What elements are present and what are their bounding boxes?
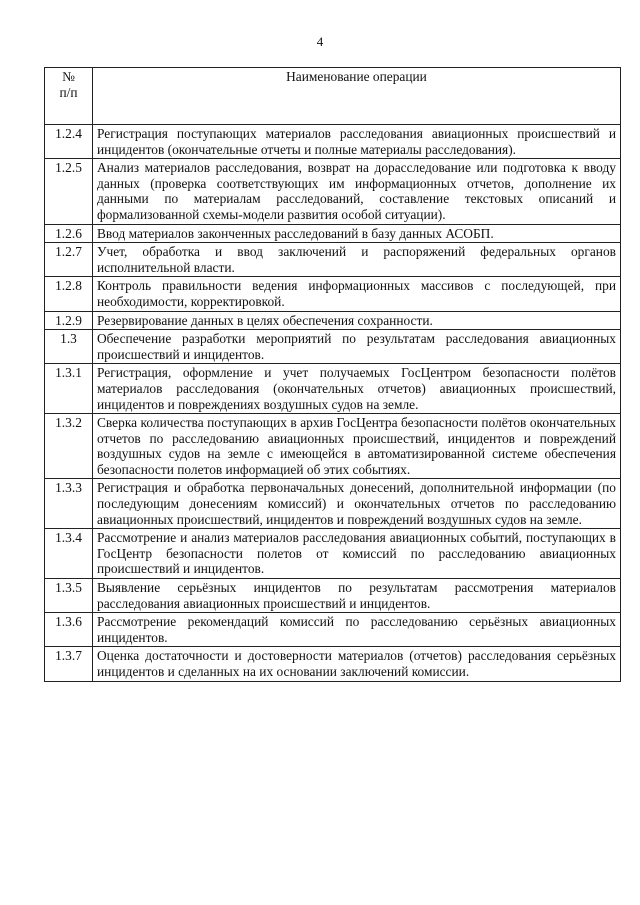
table-row <box>45 529 621 579</box>
table-row <box>45 224 621 243</box>
header-number-symbol: № <box>62 69 75 84</box>
row-number: 1.3.1 <box>45 364 93 414</box>
table-row <box>45 414 621 479</box>
row-operation: Регистрация и обработка первоначальных донесений, дополнительной информации (по последующим донесениям комиссий) и окончательных отчетов по расследованию авиационных происшествий, инцидентов и повреждений воздушных судов на земле. <box>93 479 621 529</box>
row-number: 1.2.5 <box>45 159 93 224</box>
row-number: 1.3.6 <box>45 613 93 647</box>
row-operation: Сверка количества поступающих в архив ГосЦентра безопасности полётов окончательных отчетов по расследованию авиационных происшествий, инцидентов и повреждений воздушных судов на земле с имеющейся в автоматизированной системе обеспечения безопасности полетов информацией об этих событиях. <box>93 414 621 479</box>
row-operation: Выявление серьёзных инцидентов по результатам рассмотрения материалов расследования авиационных происшествий и инцидентов. <box>93 579 621 613</box>
table-row <box>45 364 621 414</box>
header-operation-name: Наименование операции <box>93 68 621 125</box>
table-row <box>45 579 621 613</box>
row-operation: Регистрация поступающих материалов расследования авиационных происшествий и инцидентов (окончательные отчеты и полные материалы расследования). <box>93 125 621 159</box>
table-row <box>45 479 621 529</box>
row-number: 1.3.2 <box>45 414 93 479</box>
row-operation: Рассмотрение и анализ материалов расследования авиационных событий, поступающих в ГосЦентр безопасности полетов от комиссий по расследованию авиационных происшествий и инцидентов. <box>93 529 621 579</box>
table-row <box>45 125 621 159</box>
row-operation: Учет, обработка и ввод заключений и распоряжений федеральных органов исполнительной власти. <box>93 243 621 277</box>
header-number-abbr: п/п <box>59 84 78 100</box>
row-operation: Ввод материалов законченных расследований в базу данных АСОБП. <box>93 224 621 243</box>
row-operation: Регистрация, оформление и учет получаемых ГосЦентром безопасности полётов материалов расследования (окончательных отчетов) авиационных происшествий, инцидентов и повреждениях воздушных судов на земле. <box>93 364 621 414</box>
row-number: 1.2.9 <box>45 311 93 330</box>
row-operation: Обеспечение разработки мероприятий по результатам расследования авиационных происшествий и инцидентов. <box>93 330 621 364</box>
table-row <box>45 330 621 364</box>
row-number: 1.3 <box>45 330 93 364</box>
row-operation: Оценка достаточности и достоверности материалов (отчетов) расследования серьёзных инцидентов и сделанных на их основании заключений комиссии. <box>93 647 621 681</box>
row-number: 1.3.3 <box>45 479 93 529</box>
row-number: 1.2.6 <box>45 224 93 243</box>
row-operation: Рассмотрение рекомендаций комиссий по расследованию серьёзных авиационных инцидентов. <box>93 613 621 647</box>
row-number: 1.3.5 <box>45 579 93 613</box>
table-row <box>45 243 621 277</box>
table-row <box>45 277 621 311</box>
row-number: 1.3.4 <box>45 529 93 579</box>
table-row <box>45 159 621 224</box>
row-operation: Анализ материалов расследования, возврат на дорасследование или подготовка к вводу данных (проверка соответствующих им информационных отчетов, дополнение их данными по материалам расследований, составление текстовых описаний и формализованной схемы-модели развития особой ситуации). <box>93 159 621 224</box>
table-row <box>45 613 621 647</box>
table-header-row <box>45 68 621 125</box>
table-row <box>45 647 621 681</box>
table-row <box>45 311 621 330</box>
operations-table <box>44 67 621 682</box>
row-operation: Контроль правильности ведения информационных массивов с последующей, при необходимости, корректировкой. <box>93 277 621 311</box>
row-number: 1.2.7 <box>45 243 93 277</box>
row-number: 1.3.7 <box>45 647 93 681</box>
page-number: 4 <box>316 34 324 49</box>
row-number: 1.2.8 <box>45 277 93 311</box>
header-number-column <box>45 68 93 125</box>
row-number: 1.2.4 <box>45 125 93 159</box>
row-operation: Резервирование данных в целях обеспечения сохранности. <box>93 311 621 330</box>
